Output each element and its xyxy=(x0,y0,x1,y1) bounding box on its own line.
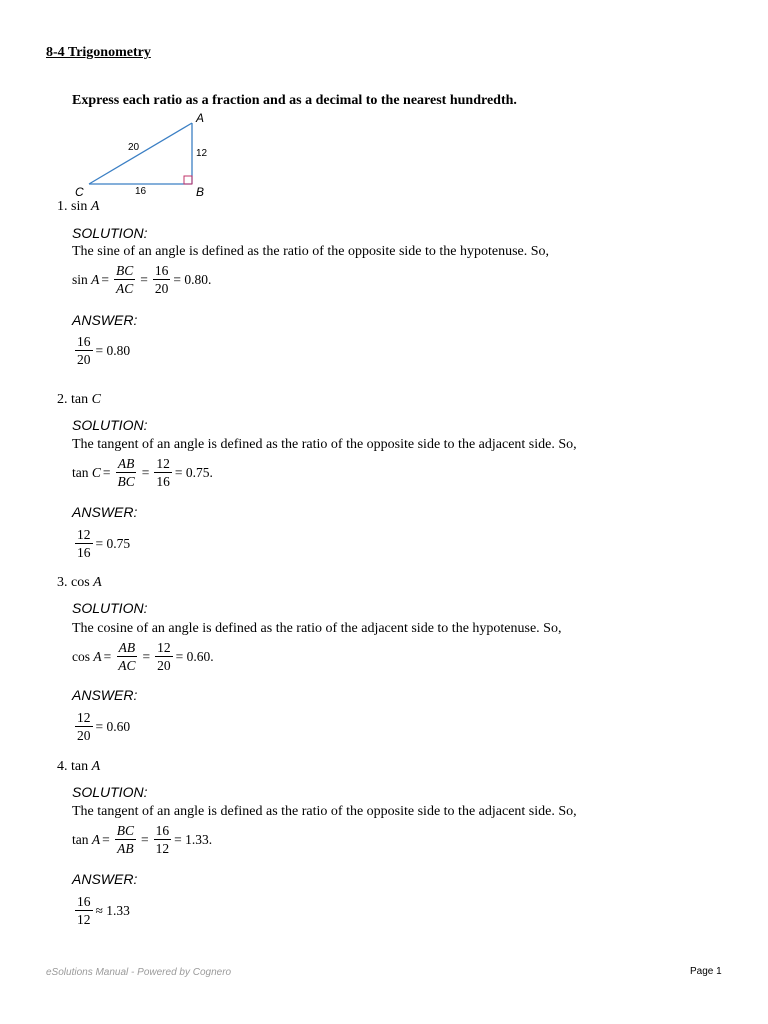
side-ac-line xyxy=(89,123,192,184)
ratio-numerator: BC xyxy=(116,823,135,838)
solution-equation: sin A = $\frac{BC}{AC}$ = $\frac{16}{20}$ = 0.80. xyxy=(72,263,212,296)
ratio-numerator: AB xyxy=(118,640,136,655)
answer-numerator: 16 xyxy=(77,894,91,909)
right-angle-marker xyxy=(184,176,192,184)
answer-fraction xyxy=(75,526,93,561)
value-fraction xyxy=(154,822,172,857)
side-cb-length: 16 xyxy=(135,186,147,197)
solution-explanation: The sine of an angle is defined as the ratio of the opposite side to the hypotenuse. So, xyxy=(72,244,550,259)
problem-func: cos xyxy=(71,575,90,590)
answer-label: ANSWER: xyxy=(72,687,138,703)
solution-explanation: The tangent of an angle is defined as the ratio of the opposite side to the adjacent side. So, xyxy=(72,804,577,819)
answer-numerator: 12 xyxy=(77,527,91,542)
problem-func: sin xyxy=(71,199,88,214)
value-numerator: 12 xyxy=(156,456,170,471)
problem-func: tan xyxy=(71,392,89,407)
answer-equation xyxy=(72,526,130,561)
answer-label: ANSWER: xyxy=(72,504,138,520)
eq-func: tan xyxy=(72,464,89,480)
vertex-c-label: C xyxy=(75,185,84,199)
problem-number: 1. xyxy=(57,199,68,214)
value-denominator: 20 xyxy=(157,658,171,673)
answer-numerator: 16 xyxy=(77,334,91,349)
answer-denominator: 16 xyxy=(77,545,91,560)
ratio-fraction xyxy=(115,822,136,857)
value-numerator: 12 xyxy=(157,640,171,655)
eq-var: C xyxy=(91,464,101,480)
solution-equation: tan C = $\frac{AB}{BC}$ = $\frac{12}{16}$ = 0.75. xyxy=(72,456,213,489)
solution-equation: cos A = $\frac{AB}{AC}$ = $\frac{12}{20}$ = 0.60. xyxy=(72,640,214,673)
eq-func: tan xyxy=(72,831,89,847)
answer-equation xyxy=(72,893,130,928)
problem-heading xyxy=(57,392,101,408)
ratio-numerator: BC xyxy=(116,263,134,278)
solution-label: SOLUTION: xyxy=(72,600,148,616)
ratio-fraction xyxy=(116,455,137,490)
eq-func: cos xyxy=(72,648,90,664)
answer-label: ANSWER: xyxy=(72,871,138,887)
side-ac-length: 20 xyxy=(128,142,140,153)
eq-var: A xyxy=(93,648,102,664)
problem-var: A xyxy=(91,759,101,774)
solution-label: SOLUTION: xyxy=(72,784,148,800)
answer-denominator: 20 xyxy=(77,728,91,743)
value-numerator: 16 xyxy=(155,823,170,838)
eq-var: A xyxy=(91,831,101,847)
value-denominator: 16 xyxy=(156,474,170,489)
problem-var: A xyxy=(93,575,102,590)
answer-denominator: 12 xyxy=(77,912,91,927)
value-fraction xyxy=(154,455,172,490)
ratio-numerator: AB xyxy=(117,456,135,471)
page-title: 8-4 Trigonometry xyxy=(46,45,151,60)
side-ab-length: 12 xyxy=(196,148,208,159)
problem-heading xyxy=(57,759,100,775)
ratio-denominator: AB xyxy=(117,841,134,856)
value-denominator: 20 xyxy=(154,281,169,296)
footer-publisher: eSolutions Manual - Powered by Cognero xyxy=(46,967,232,978)
solution-equation: tan A = $\frac{BC}{AB}$ = $\frac{16}{12}$ = 1.33. xyxy=(72,823,213,856)
problem-var: C xyxy=(91,392,101,407)
value-numerator: 16 xyxy=(154,263,169,278)
ratio-fraction xyxy=(114,262,135,297)
eq-result: = 0.60. xyxy=(175,648,214,664)
page-number: Page 1 xyxy=(690,966,722,977)
ratio-fraction xyxy=(116,639,137,674)
eq-result: = 0.75. xyxy=(174,464,213,480)
eq-func: sin xyxy=(72,271,88,287)
problem-number: 4. xyxy=(57,759,68,774)
ratio-denominator: BC xyxy=(117,474,135,489)
answer-equation xyxy=(72,709,130,744)
problem-heading xyxy=(57,575,102,591)
solution-label: SOLUTION: xyxy=(72,225,148,241)
answer-numerator: 12 xyxy=(77,710,91,725)
ratio-denominator: AC xyxy=(118,658,136,673)
problem-number: 2. xyxy=(57,392,68,407)
problem-var: A xyxy=(90,199,100,214)
problem-heading xyxy=(57,199,99,215)
answer-result: = 0.60 xyxy=(95,718,131,734)
vertex-a-label: A xyxy=(196,111,205,125)
problem-number: 3. xyxy=(57,575,68,590)
eq-result: = 1.33. xyxy=(174,831,213,847)
triangle-diagram xyxy=(75,108,230,200)
eq-var: A xyxy=(91,271,100,287)
value-denominator: 12 xyxy=(155,841,170,856)
answer-result: = 0.80 xyxy=(95,342,131,358)
solution-label: SOLUTION: xyxy=(72,417,148,433)
answer-equation xyxy=(72,333,130,368)
answer-denominator: 20 xyxy=(77,352,91,367)
value-fraction xyxy=(155,639,173,674)
vertex-b-label: B xyxy=(196,185,205,199)
solution-explanation: The cosine of an angle is defined as the ratio of the adjacent side to the hypotenuse. So, xyxy=(72,621,562,636)
ratio-denominator: AC xyxy=(116,281,134,296)
solution-explanation: The tangent of an angle is defined as the ratio of the opposite side to the adjacent side. So, xyxy=(72,437,577,452)
answer-fraction xyxy=(75,709,93,744)
problem-func: tan xyxy=(71,759,89,774)
answer-fraction xyxy=(75,893,93,928)
answer-label: ANSWER: xyxy=(72,312,138,328)
answer-result: = 0.75 xyxy=(95,535,131,551)
answer-result: ≈ 1.33 xyxy=(95,902,130,918)
eq-result: = 0.80. xyxy=(173,271,212,287)
answer-fraction xyxy=(75,333,93,368)
instruction-text: Express each ratio as a fraction and as a decimal to the nearest hundredth. xyxy=(72,93,517,108)
value-fraction xyxy=(153,262,171,297)
